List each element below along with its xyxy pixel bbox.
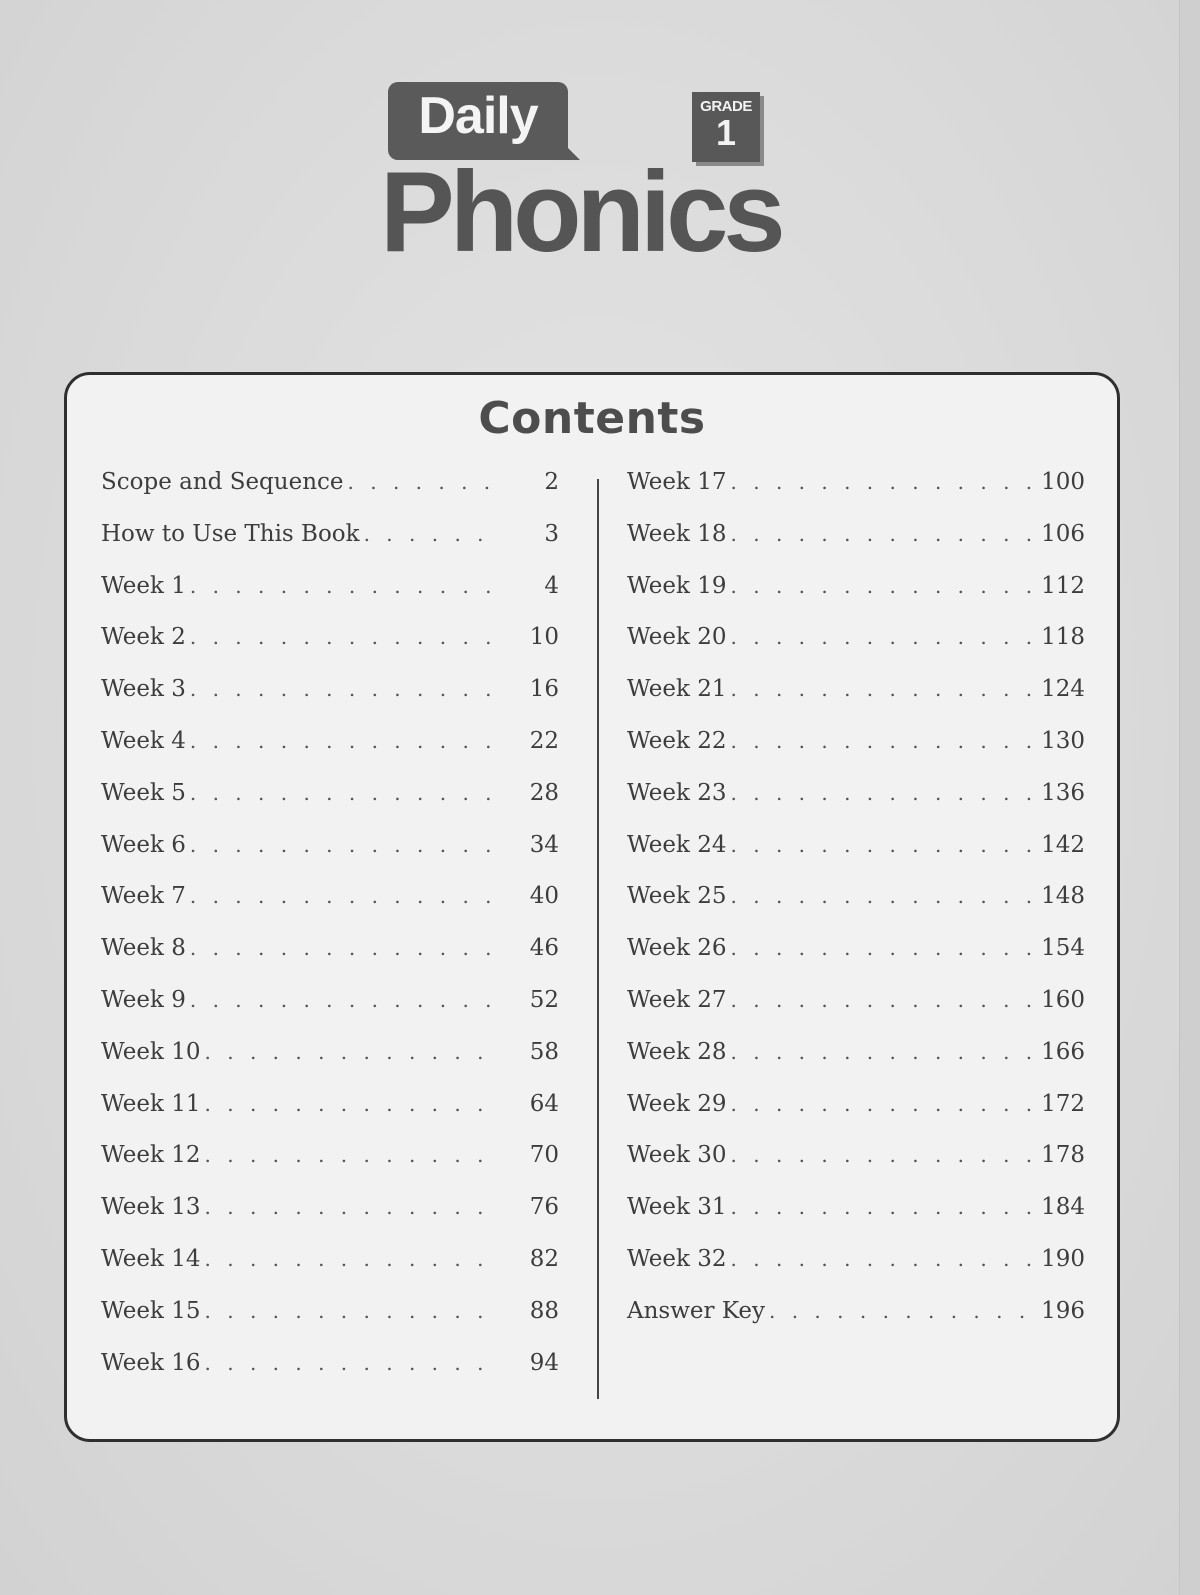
toc-entry-page: 142: [1041, 831, 1085, 858]
toc-entry-page: 118: [1041, 624, 1085, 651]
toc-entry-page: 4: [544, 572, 559, 599]
toc-dot-leader: [190, 781, 499, 805]
toc-dot-leader: [731, 470, 1035, 494]
toc-entry-title: Week 24: [627, 831, 727, 858]
toc-entry-page: 94: [529, 1349, 559, 1376]
toc-entry-page: 52: [529, 986, 559, 1013]
toc-dot-leader: [205, 1299, 499, 1323]
toc-entry: [627, 676, 1085, 728]
toc-entry-title: Week 2: [101, 624, 186, 651]
toc-dot-leader: [731, 1092, 1035, 1116]
grade-label: GRADE: [700, 98, 752, 115]
toc-entry: [101, 624, 559, 676]
toc-entry-page: 34: [529, 831, 559, 858]
toc-entry-title: Week 26: [627, 935, 727, 962]
page-edge: [1179, 0, 1200, 1595]
toc-entry-page: 3: [544, 520, 559, 547]
toc-entry: [627, 780, 1085, 832]
toc-entry: [101, 987, 559, 1039]
toc-entry: [627, 1298, 1085, 1350]
toc-entry: [627, 1091, 1085, 1143]
toc-entry: [627, 883, 1085, 935]
toc-entry: [627, 1142, 1085, 1194]
toc-entry: [101, 469, 559, 521]
toc-dot-leader: [205, 1247, 499, 1271]
toc-entry: [627, 987, 1085, 1039]
toc-entry-page: 46: [529, 935, 559, 962]
phonics-title: Phonics: [380, 147, 781, 276]
toc-entry-title: Week 1: [101, 572, 186, 599]
toc-entry-title: Week 31: [627, 1194, 727, 1221]
toc-entry-page: 112: [1041, 572, 1085, 599]
toc-entry-page: 106: [1041, 520, 1085, 547]
toc-dot-leader: [769, 1299, 1035, 1323]
toc-entry-title: Week 32: [627, 1245, 727, 1272]
toc-entry-page: 178: [1041, 1142, 1085, 1169]
toc-entry: [101, 1091, 559, 1143]
contents-panel: [64, 372, 1120, 1442]
toc-dot-leader: [190, 988, 499, 1012]
toc-entry: [627, 935, 1085, 987]
toc-dot-leader: [731, 729, 1035, 753]
toc-dot-leader: [731, 522, 1035, 546]
toc-entry: [101, 832, 559, 884]
toc-entry-page: 10: [529, 624, 559, 651]
toc-entry-title: Week 28: [627, 1038, 727, 1065]
toc-dot-leader: [190, 936, 499, 960]
toc-entry: [101, 676, 559, 728]
toc-dot-leader: [190, 833, 499, 857]
toc-entry-title: Week 10: [101, 1038, 201, 1065]
toc-entry-title: Week 15: [101, 1297, 201, 1324]
toc-entry-page: 166: [1041, 1038, 1085, 1065]
toc-entry-title: Week 17: [627, 469, 727, 495]
toc-entry: [627, 1194, 1085, 1246]
grade-number: 1: [715, 112, 737, 153]
toc-entry-title: Week 7: [101, 883, 186, 910]
contents-heading: Contents: [478, 393, 706, 444]
toc-entry-page: 184: [1041, 1194, 1085, 1221]
toc-entry-title: Scope and Sequence: [101, 469, 344, 495]
toc-entry-page: 40: [529, 883, 559, 910]
toc-entry-page: 58: [529, 1038, 559, 1065]
toc-dot-leader: [731, 1040, 1035, 1064]
toc-entry-title: Week 8: [101, 935, 186, 962]
toc-entry: [627, 624, 1085, 676]
toc-entry-title: Week 4: [101, 727, 186, 754]
toc-entry-title: Week 3: [101, 676, 186, 703]
toc-entry-title: Week 25: [627, 883, 727, 910]
toc-entry-page: 160: [1041, 986, 1085, 1013]
toc-dot-leader: [190, 729, 499, 753]
toc-entry-page: 124: [1041, 676, 1085, 703]
toc-entry-title: Week 19: [627, 572, 727, 599]
toc-entry: [627, 1246, 1085, 1298]
toc-entry-title: Week 30: [627, 1142, 727, 1169]
toc-entry: [101, 935, 559, 987]
toc-entry: [101, 521, 559, 573]
contents-right-column: [627, 469, 1085, 1350]
toc-entry-page: 196: [1041, 1297, 1085, 1324]
toc-dot-leader: [190, 677, 499, 701]
toc-entry-page: 76: [529, 1194, 559, 1221]
toc-dot-leader: [205, 1195, 499, 1219]
toc-entry: [101, 1142, 559, 1194]
toc-entry-page: 70: [529, 1142, 559, 1169]
toc-entry: [101, 1246, 559, 1298]
toc-entry: [627, 521, 1085, 573]
toc-entry-page: 148: [1041, 883, 1085, 910]
toc-dot-leader: [731, 625, 1035, 649]
toc-entry-title: Week 22: [627, 727, 727, 754]
toc-dot-leader: [205, 1092, 499, 1116]
toc-entry: [101, 728, 559, 780]
toc-dot-leader: [190, 574, 499, 598]
toc-entry-title: Week 20: [627, 624, 727, 651]
toc-entry: [101, 1039, 559, 1091]
toc-entry-title: Week 12: [101, 1142, 201, 1169]
toc-dot-leader: [731, 988, 1035, 1012]
toc-entry-page: 64: [529, 1090, 559, 1117]
toc-entry-page: 130: [1041, 727, 1085, 754]
toc-dot-leader: [731, 574, 1035, 598]
toc-entry-title: Week 13: [101, 1194, 201, 1221]
contents-left-column: [101, 469, 559, 1401]
toc-entry: [101, 780, 559, 832]
toc-dot-leader: [731, 884, 1035, 908]
toc-entry-page: 172: [1041, 1090, 1085, 1117]
toc-entry-title: Week 21: [627, 676, 727, 703]
toc-dot-leader: [731, 936, 1035, 960]
toc-entry: [101, 883, 559, 935]
toc-dot-leader: [190, 884, 499, 908]
toc-entry-title: Week 29: [627, 1090, 727, 1117]
toc-entry-page: 88: [529, 1297, 559, 1324]
toc-entry: [627, 469, 1085, 521]
toc-entry-page: 82: [529, 1245, 559, 1272]
toc-entry-title: Week 11: [101, 1090, 201, 1117]
toc-dot-leader: [205, 1351, 499, 1375]
toc-dot-leader: [731, 1247, 1035, 1271]
toc-entry: [101, 1298, 559, 1350]
toc-dot-leader: [731, 781, 1035, 805]
toc-dot-leader: [205, 1143, 499, 1167]
column-divider: [597, 479, 599, 1399]
toc-entry-title: Week 9: [101, 986, 186, 1013]
toc-entry-page: 2: [544, 469, 559, 495]
toc-entry-title: Week 5: [101, 779, 186, 806]
toc-entry: [101, 1194, 559, 1246]
toc-dot-leader: [731, 833, 1035, 857]
toc-entry: [627, 573, 1085, 625]
toc-entry: [101, 1350, 559, 1402]
book-title-logo: [380, 70, 800, 290]
toc-dot-leader: [731, 677, 1035, 701]
toc-entry-page: 190: [1041, 1245, 1085, 1272]
toc-entry: [627, 728, 1085, 780]
toc-entry-page: 154: [1041, 935, 1085, 962]
toc-entry-title: Week 23: [627, 779, 727, 806]
toc-entry: [101, 573, 559, 625]
toc-entry-title: Week 18: [627, 520, 727, 547]
toc-entry-title: Week 27: [627, 986, 727, 1013]
toc-entry-page: 22: [529, 727, 559, 754]
toc-entry-title: Answer Key: [627, 1297, 765, 1324]
toc-entry-title: Week 14: [101, 1245, 201, 1272]
daily-title: Daily: [418, 87, 538, 145]
toc-entry: [627, 1039, 1085, 1091]
toc-dot-leader: [205, 1040, 499, 1064]
toc-dot-leader: [364, 522, 499, 546]
toc-entry-page: 16: [529, 676, 559, 703]
toc-entry-page: 28: [529, 779, 559, 806]
toc-dot-leader: [731, 1143, 1035, 1167]
toc-entry-title: Week 6: [101, 831, 186, 858]
toc-entry-page: 136: [1041, 779, 1085, 806]
toc-entry-title: How to Use This Book: [101, 520, 360, 547]
toc-entry-page: 100: [1041, 469, 1085, 495]
toc-entry: [627, 832, 1085, 884]
toc-entry-title: Week 16: [101, 1349, 201, 1376]
toc-dot-leader: [348, 470, 499, 494]
toc-dot-leader: [190, 625, 499, 649]
toc-dot-leader: [731, 1195, 1035, 1219]
